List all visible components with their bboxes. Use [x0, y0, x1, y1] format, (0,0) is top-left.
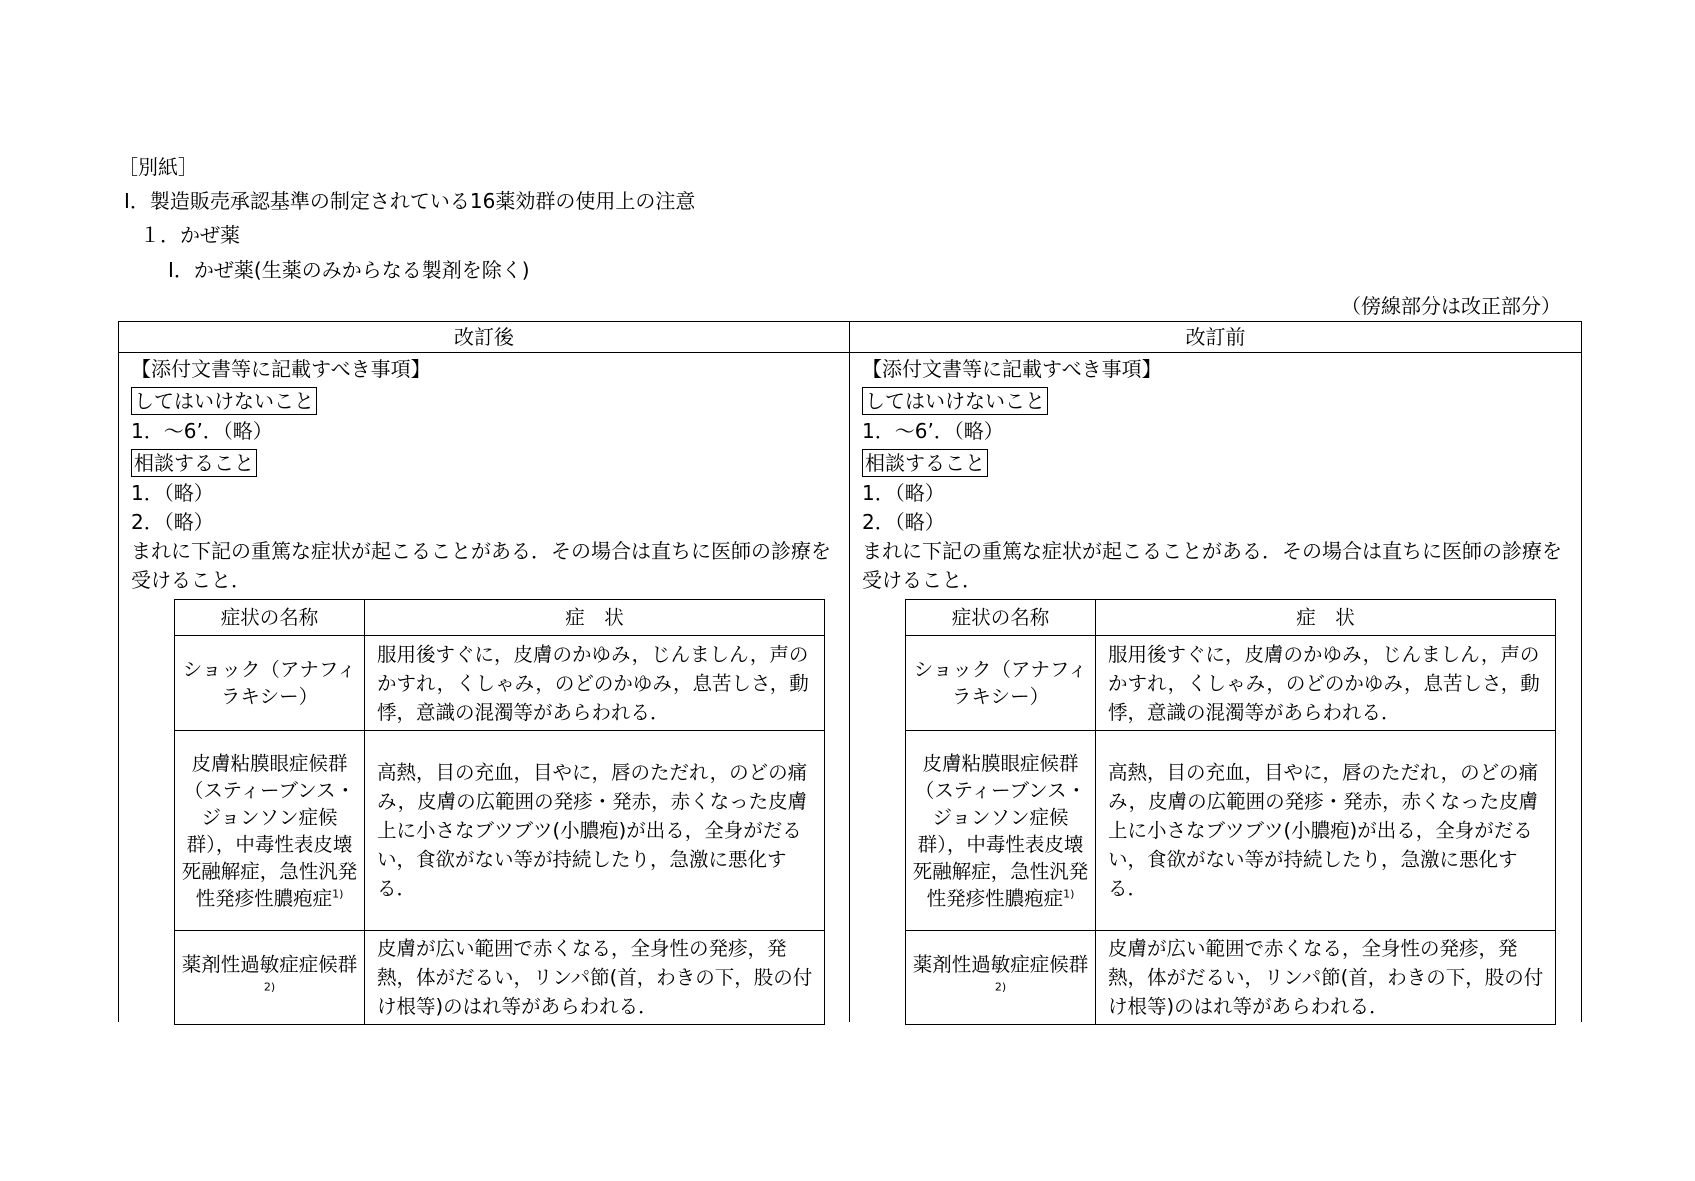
- do-not-items: 1．～6’．（略）: [131, 419, 273, 443]
- footnote-mark: 2): [994, 980, 1007, 993]
- revision-note: （傍線部分は改正部分）: [1341, 294, 1561, 318]
- consult-box: 相談すること: [131, 449, 257, 477]
- header-symptom: 症 状: [1096, 600, 1556, 636]
- consult-item-1: 1．（略）: [131, 481, 214, 505]
- item-title: Ⅰ．かぜ薬(生薬のみからなる製剤を除く): [168, 258, 530, 282]
- table-row: [906, 931, 1556, 1025]
- warning-text: まれに下記の重篤な症状が起こることがある．その場合は直ちに医師の診療を受けること．: [862, 539, 1562, 592]
- comparison-table: [118, 321, 1582, 1022]
- table-header-row: [175, 600, 825, 636]
- consult-item-2: 2．（略）: [131, 510, 214, 534]
- symptom-name: 皮膚粘膜眼症候群（スティーブンス・ジョンソン症候群），中毒性表皮壊死融解症，急性汎発性発疹性膿疱症$^{1)}$: [906, 731, 1096, 931]
- header-name: 症状の名称: [175, 600, 365, 636]
- footnote-mark: 1): [332, 887, 344, 900]
- section-title: Ⅰ．製造販売承認基準の制定されている16薬効群の使用上の注意: [124, 189, 696, 213]
- column-header-before: 改訂前: [850, 322, 1581, 353]
- column-header-after: 改訂後: [119, 322, 850, 353]
- consult-box: 相談すること: [862, 449, 988, 477]
- table-row: [906, 731, 1556, 931]
- do-not-box: してはいけないこと: [862, 387, 1048, 415]
- symptom-table: [174, 599, 825, 1025]
- symptom-desc: 皮膚が広い範囲で赤くなる，全身性の発疹，発熱，体がだるい，リンパ節(首，わきの下，股の付け根等)のはれ等があらわれる．: [1096, 931, 1556, 1025]
- header-name: 症状の名称: [906, 600, 1096, 636]
- before-column: [862, 353, 1580, 1025]
- do-not-box: してはいけないこと: [131, 387, 317, 415]
- column-divider: [849, 322, 850, 1022]
- symptom-table: [905, 599, 1556, 1025]
- symptom-name: ショック（アナフィラキシー）: [175, 636, 365, 731]
- symptom-desc: 服用後すぐに，皮膚のかゆみ，じんましん，声のかすれ，くしゃみ，のどのかゆみ，息苦しさ，動悸，意識の混濁等があらわれる．: [1096, 636, 1556, 731]
- symptom-name: 皮膚粘膜眼症候群（スティーブンス・ジョンソン症候群），中毒性表皮壊死融解症，急性汎発性発疹性膿疱症$^{1)}$: [175, 731, 365, 931]
- table-row: [175, 731, 825, 931]
- table-row: [175, 931, 825, 1025]
- table-row: [175, 636, 825, 731]
- symptom-name: ショック（アナフィラキシー）: [906, 636, 1096, 731]
- symptom-desc: 服用後すぐに，皮膚のかゆみ，じんましん，声のかすれ，くしゃみ，のどのかゆみ，息苦しさ，動悸，意識の混濁等があらわれる．: [365, 636, 825, 731]
- symptom-desc: 高熱，目の充血，目やに，唇のただれ，のどの痛み，皮膚の広範囲の発疹・発赤，赤くなった皮膚上に小さなブツブツ(小膿疱)が出る，全身がだるい，食欲がない等が持続したり，急激に悪化する．: [1096, 731, 1556, 931]
- footnote-mark: 2): [263, 980, 276, 993]
- symptom-name: 薬剤性過敏症症候群$^{2)}$: [175, 931, 365, 1025]
- section-heading: 【添付文書等に記載すべき事項】: [862, 357, 1162, 381]
- warning-text: まれに下記の重篤な症状が起こることがある．その場合は直ちに医師の診療を受けること．: [131, 539, 831, 592]
- table-header-row: [906, 600, 1556, 636]
- table-row: [906, 636, 1556, 731]
- consult-item-1: 1．（略）: [862, 481, 945, 505]
- do-not-items: 1．～6’．（略）: [862, 419, 1004, 443]
- section-heading: 【添付文書等に記載すべき事項】: [131, 357, 431, 381]
- subsection-title: １．かぜ薬: [140, 223, 240, 247]
- symptom-desc: 皮膚が広い範囲で赤くなる，全身性の発疹，発熱，体がだるい，リンパ節(首，わきの下，股の付け根等)のはれ等があらわれる．: [365, 931, 825, 1025]
- after-column: [131, 353, 849, 1025]
- header-symptom: 症 状: [365, 600, 825, 636]
- symptom-name: 薬剤性過敏症症候群$^{2)}$: [906, 931, 1096, 1025]
- footnote-mark: 1): [1063, 887, 1075, 900]
- consult-item-2: 2．（略）: [862, 510, 945, 534]
- attachment-label: ［別紙］: [118, 155, 198, 179]
- symptom-desc: 高熱，目の充血，目やに，唇のただれ，のどの痛み，皮膚の広範囲の発疹・発赤，赤くなった皮膚上に小さなブツブツ(小膿疱)が出る，全身がだるい，食欲がない等が持続したり，急激に悪化する．: [365, 731, 825, 931]
